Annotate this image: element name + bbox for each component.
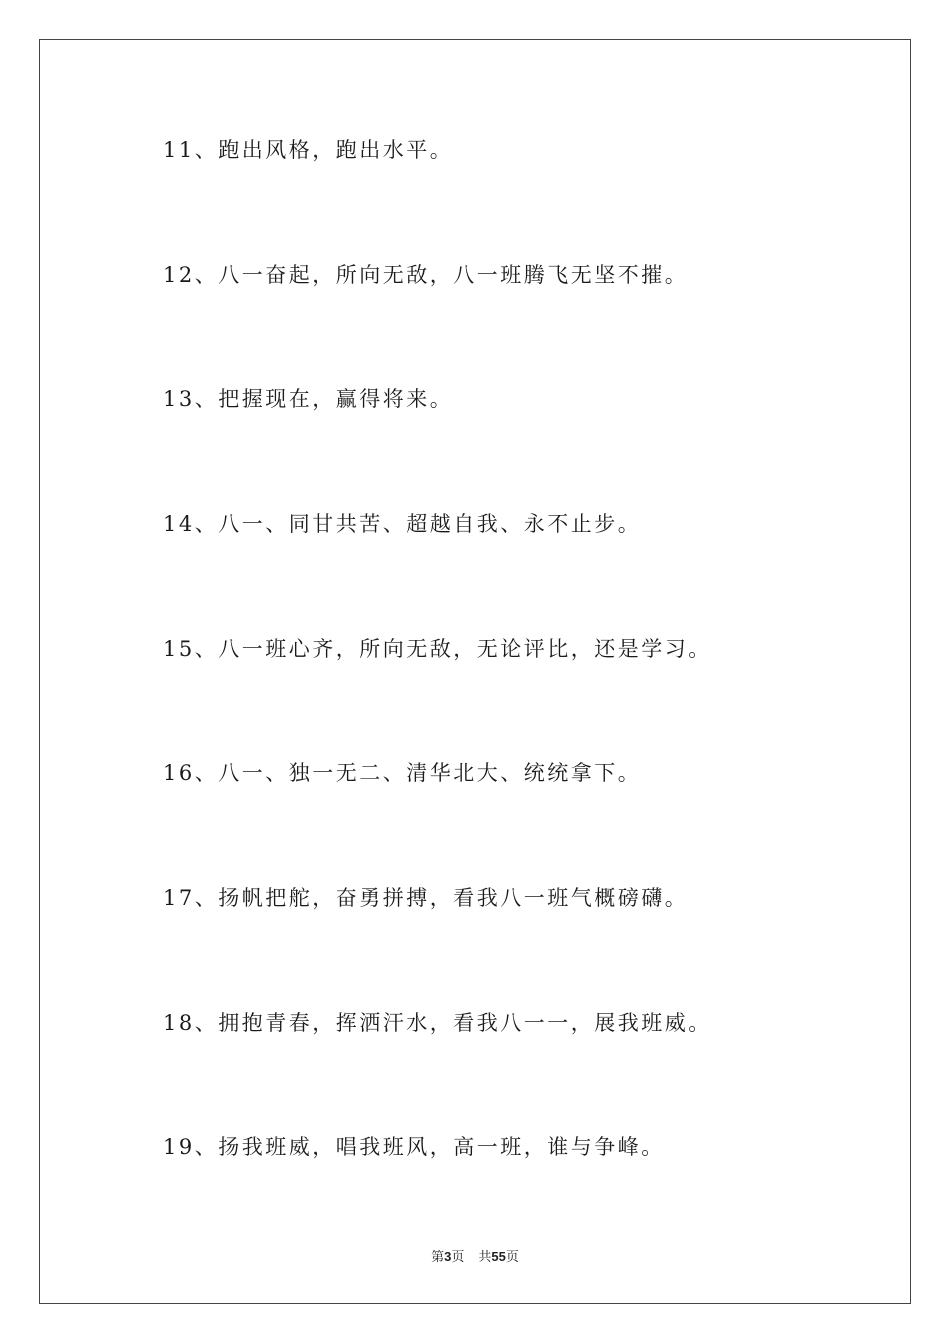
slogan-item: 19、扬我班威，唱我班风，高一班，谁与争峰。	[163, 1135, 665, 1159]
page-prefix: 第	[431, 1250, 445, 1265]
slogan-item: 12、八一奋起，所向无敌，八一班腾飞无坚不摧。	[163, 263, 689, 287]
slogan-item: 18、拥抱青春，挥洒汗水，看我八一一，展我班威。	[163, 1011, 712, 1035]
total-prefix: 共	[478, 1250, 492, 1265]
slogan-item: 13、把握现在，赢得将来。	[163, 387, 454, 411]
slogan-item: 17、扬帆把舵，奋勇拼搏，看我八一班气概磅礴。	[163, 886, 689, 910]
slogan-item: 14、八一、同甘共苦、超越自我、永不止步。	[163, 512, 642, 536]
total-suffix: 页	[505, 1250, 519, 1265]
slogan-item: 11、跑出风格，跑出水平。	[163, 138, 454, 162]
page-footer	[0, 1248, 950, 1267]
page-suffix: 页	[451, 1250, 465, 1265]
total-pages: 55	[491, 1249, 506, 1264]
slogan-item: 16、八一、独一无二、清华北大、统统拿下。	[163, 761, 642, 785]
slogan-item: 15、八一班心齐，所向无敌，无论评比，还是学习。	[163, 637, 712, 661]
page-number: 3	[444, 1249, 452, 1264]
page-border	[39, 39, 911, 1304]
